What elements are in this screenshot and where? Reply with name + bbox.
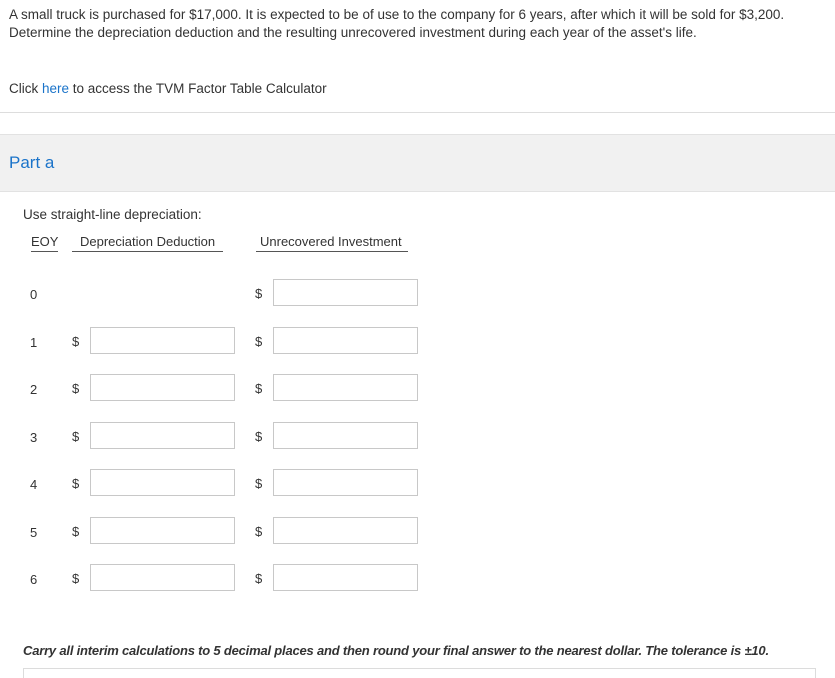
- currency-symbol: $: [255, 381, 263, 396]
- unrecovered-input[interactable]: [273, 279, 418, 306]
- eoy-label: 2: [30, 382, 38, 397]
- depreciation-input[interactable]: [90, 422, 235, 449]
- currency-symbol: $: [255, 571, 263, 586]
- depreciation-input[interactable]: [90, 374, 235, 401]
- currency-symbol: $: [255, 476, 263, 491]
- eoy-label: 5: [30, 524, 38, 540]
- depreciation-input[interactable]: [90, 517, 235, 544]
- currency-symbol: $: [255, 428, 263, 444]
- eoy-label: 3: [30, 429, 38, 445]
- section-divider: [0, 112, 835, 113]
- currency-symbol: $: [255, 286, 263, 301]
- column-header-unrecovered: Unrecovered Investment: [256, 234, 408, 252]
- tvm-calculator-line: [9, 80, 327, 98]
- eoy-label: 4: [30, 477, 38, 492]
- depreciation-input[interactable]: [90, 564, 235, 591]
- unrecovered-input[interactable]: [273, 327, 418, 354]
- tvm-prefix: Click: [9, 81, 42, 96]
- tvm-calculator-link[interactable]: here: [42, 81, 70, 96]
- depreciation-input[interactable]: [90, 327, 235, 354]
- currency-symbol: $: [72, 476, 80, 491]
- eoy-label: 1: [30, 334, 38, 350]
- eoy-label: 6: [30, 572, 38, 587]
- column-header-depreciation: Depreciation Deduction: [72, 234, 223, 252]
- part-header: [0, 134, 835, 192]
- tvm-suffix: to access the TVM Factor Table Calculator: [69, 81, 327, 96]
- table-row: [0, 422, 835, 452]
- instructions: Use straight-line depreciation:: [23, 207, 202, 222]
- depreciation-input[interactable]: [90, 469, 235, 496]
- table-row: [0, 564, 835, 594]
- unrecovered-input[interactable]: [273, 564, 418, 591]
- currency-symbol: $: [72, 381, 80, 396]
- currency-symbol: $: [255, 333, 263, 349]
- table-row: [0, 374, 835, 404]
- unrecovered-input[interactable]: [273, 469, 418, 496]
- column-header-eoy: EOY: [31, 234, 58, 252]
- table-row: [0, 469, 835, 499]
- table-row: [0, 517, 835, 547]
- unrecovered-input[interactable]: [273, 517, 418, 544]
- eoy-label: 0: [30, 287, 38, 302]
- answer-box-edge: [23, 668, 816, 678]
- part-title: Part a: [9, 153, 55, 172]
- currency-symbol: $: [72, 428, 80, 444]
- currency-symbol: $: [72, 333, 80, 349]
- table-row: [0, 279, 835, 309]
- table-row: [0, 327, 835, 357]
- currency-symbol: $: [255, 523, 263, 539]
- problem-statement: A small truck is purchased for $17,000. It is expected to be of use to the company for 6 years, after which it will be sold for $3,200. Determine the depreciation deduction and the resulting unrecovered investment during each year of the asset's life.: [9, 7, 785, 40]
- currency-symbol: $: [72, 523, 80, 539]
- unrecovered-input[interactable]: [273, 422, 418, 449]
- unrecovered-input[interactable]: [273, 374, 418, 401]
- rounding-note: Carry all interim calculations to 5 decimal places and then round your final answer to the nearest dollar. The tolerance is ±10.: [23, 643, 769, 658]
- currency-symbol: $: [72, 571, 80, 586]
